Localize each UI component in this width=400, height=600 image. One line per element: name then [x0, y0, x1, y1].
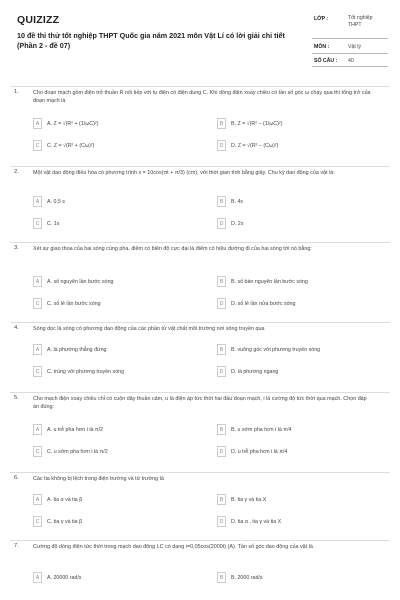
option-text: C. u sớm pha hơn i là π/2	[47, 449, 108, 455]
question-2	[0, 166, 400, 242]
option-text: C. Z = √(R² + (Cω)²)	[47, 143, 95, 149]
question-text: Cho đoạn mạch gồm điện trở thuần R nối tiếp với tụ điện có điện dung C. Khi dòng điện xoay chiều có tần số góc ω chạy qua thì tổng trở của đoạn mạch là	[33, 90, 371, 104]
question-divider	[10, 166, 390, 167]
option-text: A. 20000 rad/s	[47, 575, 82, 581]
question-7	[0, 540, 400, 598]
option-letter: C	[33, 516, 42, 527]
meta-count-label: SỐ CÂU :	[314, 58, 338, 64]
option-text: A. tia α và tia β	[47, 497, 83, 503]
option-text: D. 2s	[231, 221, 244, 227]
option-text: D. tia α , tia γ và tia X	[231, 519, 282, 525]
quizizz-logo: QUIZIZZ	[17, 14, 60, 26]
option-letter: A	[33, 196, 42, 207]
worksheet-meta	[312, 12, 388, 67]
option-text: A. 0,5 s	[47, 199, 65, 205]
meta-subject-row	[312, 39, 388, 54]
option-letter: D	[217, 516, 226, 527]
worksheet-title: 10 đề thi thử tốt nghiệp THPT Quốc gia năm 2021 môn Vật Lí có lời giải chi tiết (Phần 2 - đề 07)	[17, 31, 285, 50]
meta-class-value: Tốt nghiệp THPT	[348, 15, 373, 28]
option-letter: D	[217, 298, 226, 309]
option-text: B. vuông góc với phương truyền sóng	[231, 347, 321, 353]
option-text: C. tia γ và tia β	[47, 519, 83, 525]
option-row	[33, 424, 388, 437]
option-letter: A	[33, 424, 42, 435]
option-letter: C	[33, 140, 42, 151]
question-5	[0, 392, 400, 472]
question-number: 2.	[14, 169, 19, 175]
option-letter: B	[217, 196, 226, 207]
option-letter: C	[33, 218, 42, 229]
option-letter: D	[217, 218, 226, 229]
question-number: 1.	[14, 89, 19, 95]
option-text: A. số nguyên lần bước sóng	[47, 279, 114, 285]
option-text: A. u trễ pha hơn i là π/2	[47, 427, 104, 433]
question-text: Một vật dao động điều hòa có phương trình x = 10cos(πt + π/3) (cm), với thời gian tính bằng giây. Chu kỳ dao động của vật là:	[33, 170, 335, 176]
option-row	[33, 298, 388, 311]
question-divider	[10, 322, 390, 323]
option-letter: D	[217, 140, 226, 151]
option-letter: B	[217, 494, 226, 505]
question-divider	[10, 472, 390, 473]
option-row	[33, 446, 388, 459]
option-letter: A	[33, 276, 42, 287]
option-text: B. 2000 rad/s	[231, 575, 263, 581]
question-number: 7.	[14, 543, 19, 549]
option-row	[33, 344, 388, 357]
question-divider	[10, 86, 390, 87]
question-divider	[10, 540, 390, 541]
option-row	[33, 494, 388, 507]
option-row	[33, 218, 388, 231]
option-text: B. 4s	[231, 199, 244, 205]
meta-count-value: 40	[348, 58, 354, 64]
question-text: Các tia không bị lệch trong điện trường và từ trường là	[33, 476, 164, 482]
option-text: D. số lẻ lần nửa bước sóng	[231, 301, 296, 307]
meta-count-row	[312, 54, 388, 67]
option-row	[33, 196, 388, 209]
option-text: C. số lẻ lần bước sóng	[47, 301, 101, 307]
option-text: B. số bán nguyên lần bước sóng	[231, 279, 308, 285]
question-number: 5.	[14, 395, 19, 401]
question-number: 6.	[14, 475, 19, 481]
option-letter: D	[217, 446, 226, 457]
question-number: 3.	[14, 245, 19, 251]
meta-class-label: LỚP :	[314, 16, 329, 22]
question-4	[0, 322, 400, 392]
question-6	[0, 472, 400, 540]
option-text: B. tia γ và tia X	[231, 497, 267, 503]
option-letter: B	[217, 276, 226, 287]
option-letter: B	[217, 572, 226, 583]
option-row	[33, 516, 388, 529]
question-text: Cho mạch điện xoay chiều chỉ có cuộn dây thuần cảm, u là điện áp tức thời hai đầu đoạn mạch, i là cường độ tức thời qua mạch. Chọn đáp án đúng:	[33, 396, 367, 410]
option-letter: A	[33, 572, 42, 583]
option-row	[33, 572, 388, 585]
option-text: B. Z = √(R² − (1/ωC)²)	[231, 121, 283, 127]
meta-class-row	[312, 12, 388, 39]
option-letter: A	[33, 118, 42, 129]
question-number: 4.	[14, 325, 19, 331]
option-text: B. u sớm pha hơn i là π/4	[231, 427, 292, 433]
option-text: D. Z = √(R² − (Cω)²)	[231, 143, 279, 149]
question-divider	[10, 392, 390, 393]
option-row	[33, 366, 388, 379]
question-divider	[10, 242, 390, 243]
option-text: C. 1s	[47, 221, 60, 227]
option-letter: D	[217, 366, 226, 377]
option-row	[33, 140, 388, 153]
option-text: D. là phương ngang	[231, 369, 279, 375]
meta-subject-value: Vật lý	[348, 44, 361, 50]
question-3	[0, 242, 400, 322]
option-row	[33, 118, 388, 131]
option-letter: A	[33, 344, 42, 355]
question-text: Cường độ dòng điện tức thời trong mạch dao động LC có dạng i=0,05cos(2000t) (A). Tần số góc dao động của vật là	[33, 544, 313, 550]
question-text: Xét sự giao thoa của hai sóng cùng pha, điểm có biên độ cực đại là điểm có hiệu đường đi của hai sóng tới nó bằng:	[33, 246, 312, 252]
question-text: Sóng dọc là sóng có phương dao động của các phần tử vật chất môi trường nơi sóng truyền qua	[33, 326, 265, 332]
meta-subject-label: MÔN :	[314, 44, 330, 50]
option-text: C. trùng với phương truyền sóng	[47, 369, 125, 375]
option-letter: B	[217, 118, 226, 129]
option-row	[33, 276, 388, 289]
option-letter: C	[33, 298, 42, 309]
question-1	[0, 86, 400, 166]
option-text: D. u trễ pha hơn i là π/4	[231, 449, 288, 455]
option-letter: C	[33, 366, 42, 377]
option-letter: A	[33, 494, 42, 505]
option-letter: C	[33, 446, 42, 457]
option-text: A. Z = √(R² + (1/ωC)²)	[47, 121, 99, 127]
worksheet-header	[0, 0, 400, 78]
option-text: A. là phương thẳng đứng	[47, 347, 107, 353]
option-letter: B	[217, 344, 226, 355]
option-letter: B	[217, 424, 226, 435]
